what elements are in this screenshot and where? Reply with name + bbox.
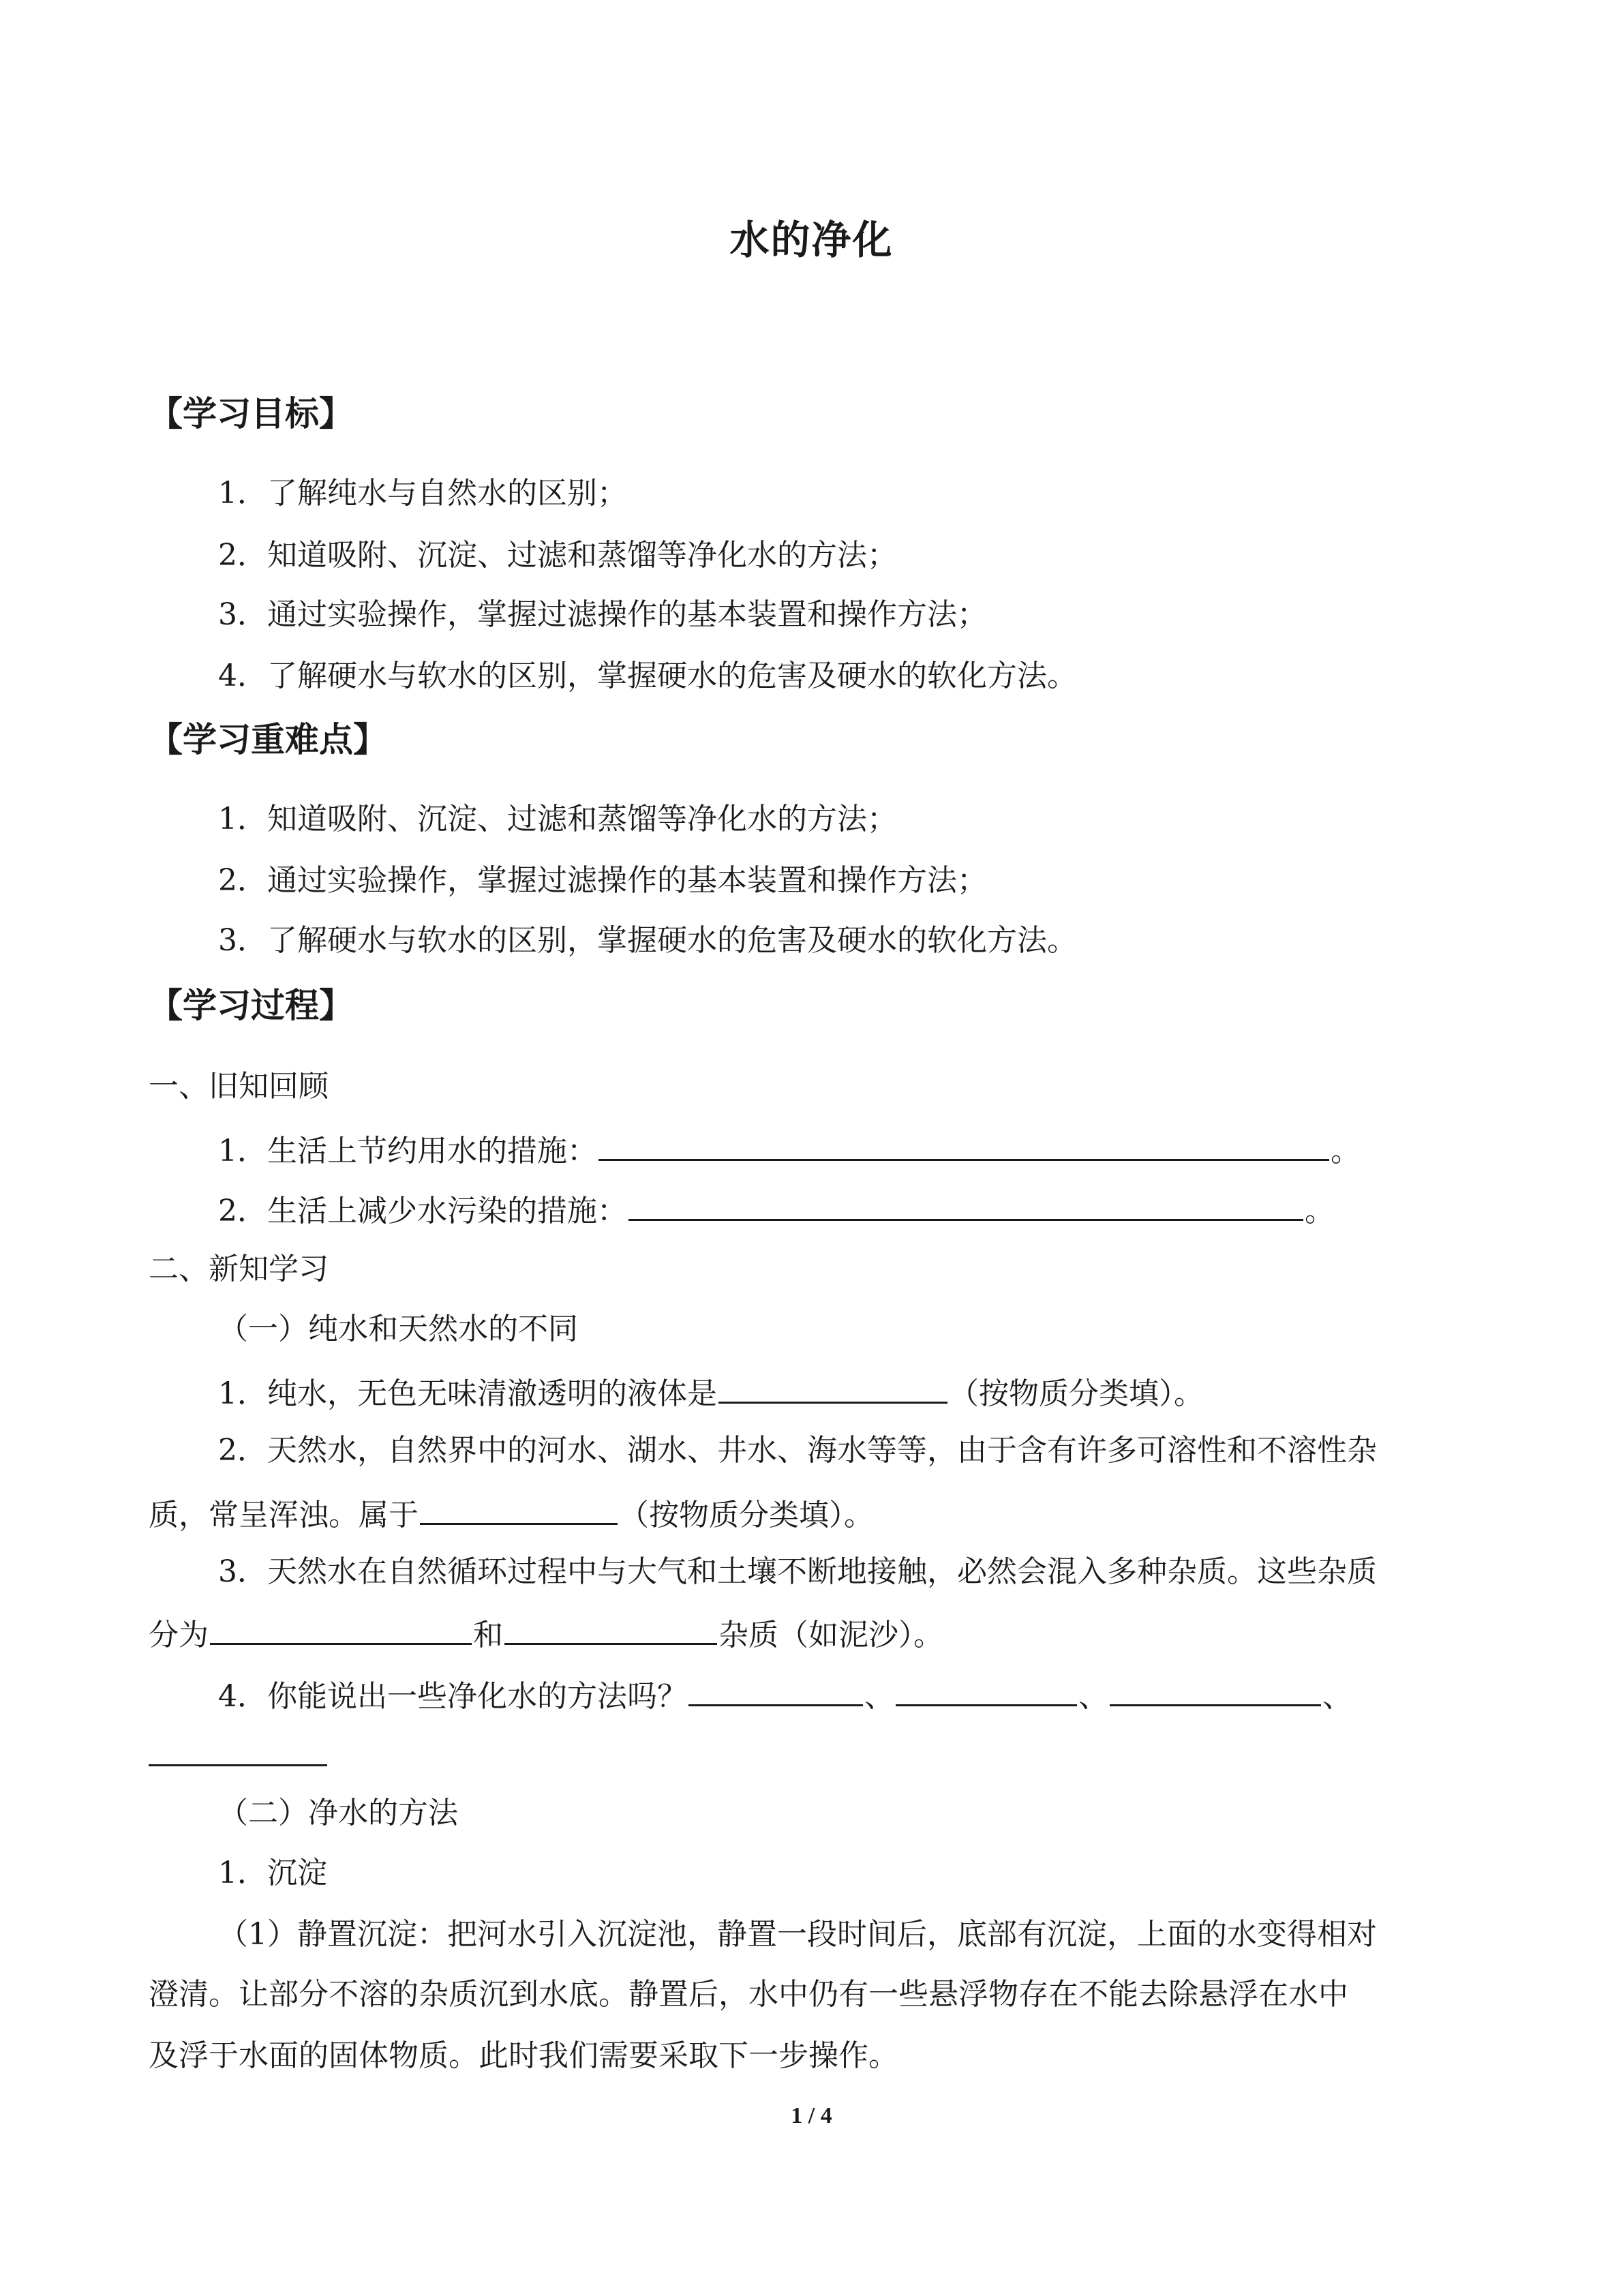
impurities-line-2 [149,1612,1474,1656]
period: 。 [1331,1134,1361,1168]
part1-heading: （一）纯水和天然水的不同 [218,1312,578,1346]
answer-blank[interactable] [896,1673,1077,1706]
objective-item: 4．了解硬水与软水的区别，掌握硬水的危害及硬水的软化方法。 [218,659,1077,693]
p3-text-a: 分为 [149,1618,209,1652]
p1-text: 1．纯水，无色无味清澈透明的液体是 [218,1376,717,1411]
p1-suffix: （按物质分类填）。 [949,1376,1204,1411]
part2-heading: （二）净水的方法 [218,1796,458,1830]
answer-blank[interactable] [149,1733,327,1766]
new-learning-heading: 二、新知学习 [149,1252,329,1286]
sedimentation-line-2: 澄清。让部分不溶的杂质沉到水底。静置后，水中仍有一些悬浮物存在不能去除悬浮在水中 [149,1977,1348,2012]
page-number: 1 / 4 [791,2103,832,2128]
objective-item: 2．知道吸附、沉淀、过滤和蒸馏等净化水的方法； [218,538,897,573]
answer-blank[interactable] [628,1188,1303,1221]
pure-water-question [218,1370,1474,1415]
separator: 、 [864,1679,894,1714]
answer-blank[interactable] [420,1492,618,1525]
key-point-item: 3．了解硬水与软水的区别，掌握硬水的危害及硬水的软化方法。 [218,923,1077,958]
sedimentation-line-1: （1）静置沉淀：把河水引入沉淀池，静置一段时间后，底部有沉淀，上面的水变得相对 [218,1917,1377,1952]
p2-text: 质，常呈浑浊。属于 [149,1498,419,1532]
objectives-heading: 【学习目标】 [149,394,353,434]
review-heading: 一、旧知回顾 [149,1069,329,1104]
review-question-1 [218,1128,1474,1172]
answer-blank[interactable] [688,1673,863,1706]
answer-blank[interactable] [718,1370,947,1404]
review-q1-text: 1．生活上节约用水的措施： [218,1134,597,1168]
impurities-line-1: 3．天然水在自然循环过程中与大气和土壤不断地接触，必然会混入多种杂质。这些杂质 [218,1554,1377,1589]
natural-water-line-1: 2．天然水，自然界中的河水、湖水、井水、海水等等，由于含有许多可溶性和不溶性杂 [218,1433,1377,1468]
review-q2-text: 2．生活上减少水污染的措施： [218,1194,627,1228]
key-point-item: 2．通过实验操作，掌握过滤操作的基本装置和操作方法； [218,863,987,898]
answer-blank[interactable] [210,1612,472,1645]
purification-methods-continued [149,1733,1474,1777]
answer-blank[interactable] [1110,1673,1321,1706]
key-point-item: 1．知道吸附、沉淀、过滤和蒸馏等净化水的方法； [218,802,897,836]
period: 。 [1305,1194,1335,1228]
process-heading: 【学习过程】 [149,986,353,1025]
p3-text-b: 和 [473,1618,503,1652]
objective-item: 3．通过实验操作，掌握过滤操作的基本装置和操作方法； [218,597,987,632]
objective-item: 1．了解纯水与自然水的区别； [218,476,627,511]
sedimentation-line-3: 及浮于水面的固体物质。此时我们需要采取下一步操作。 [149,2038,898,2073]
answer-blank[interactable] [504,1612,717,1645]
review-question-2 [218,1188,1474,1232]
p3-text-c: 杂质（如泥沙）。 [718,1618,943,1652]
separator: 、 [1322,1679,1352,1714]
p2-suffix: （按物质分类填）。 [619,1498,874,1532]
method-sedimentation: 1．沉淀 [218,1856,327,1890]
page-title: 水的净化 [729,217,894,263]
answer-blank[interactable] [598,1128,1329,1161]
purification-methods-question [218,1673,1474,1717]
natural-water-line-2 [149,1492,1474,1536]
separator: 、 [1078,1679,1108,1714]
p4-text: 4．你能说出一些净化水的方法吗？ [218,1679,687,1714]
key-points-heading: 【学习重难点】 [149,720,387,759]
